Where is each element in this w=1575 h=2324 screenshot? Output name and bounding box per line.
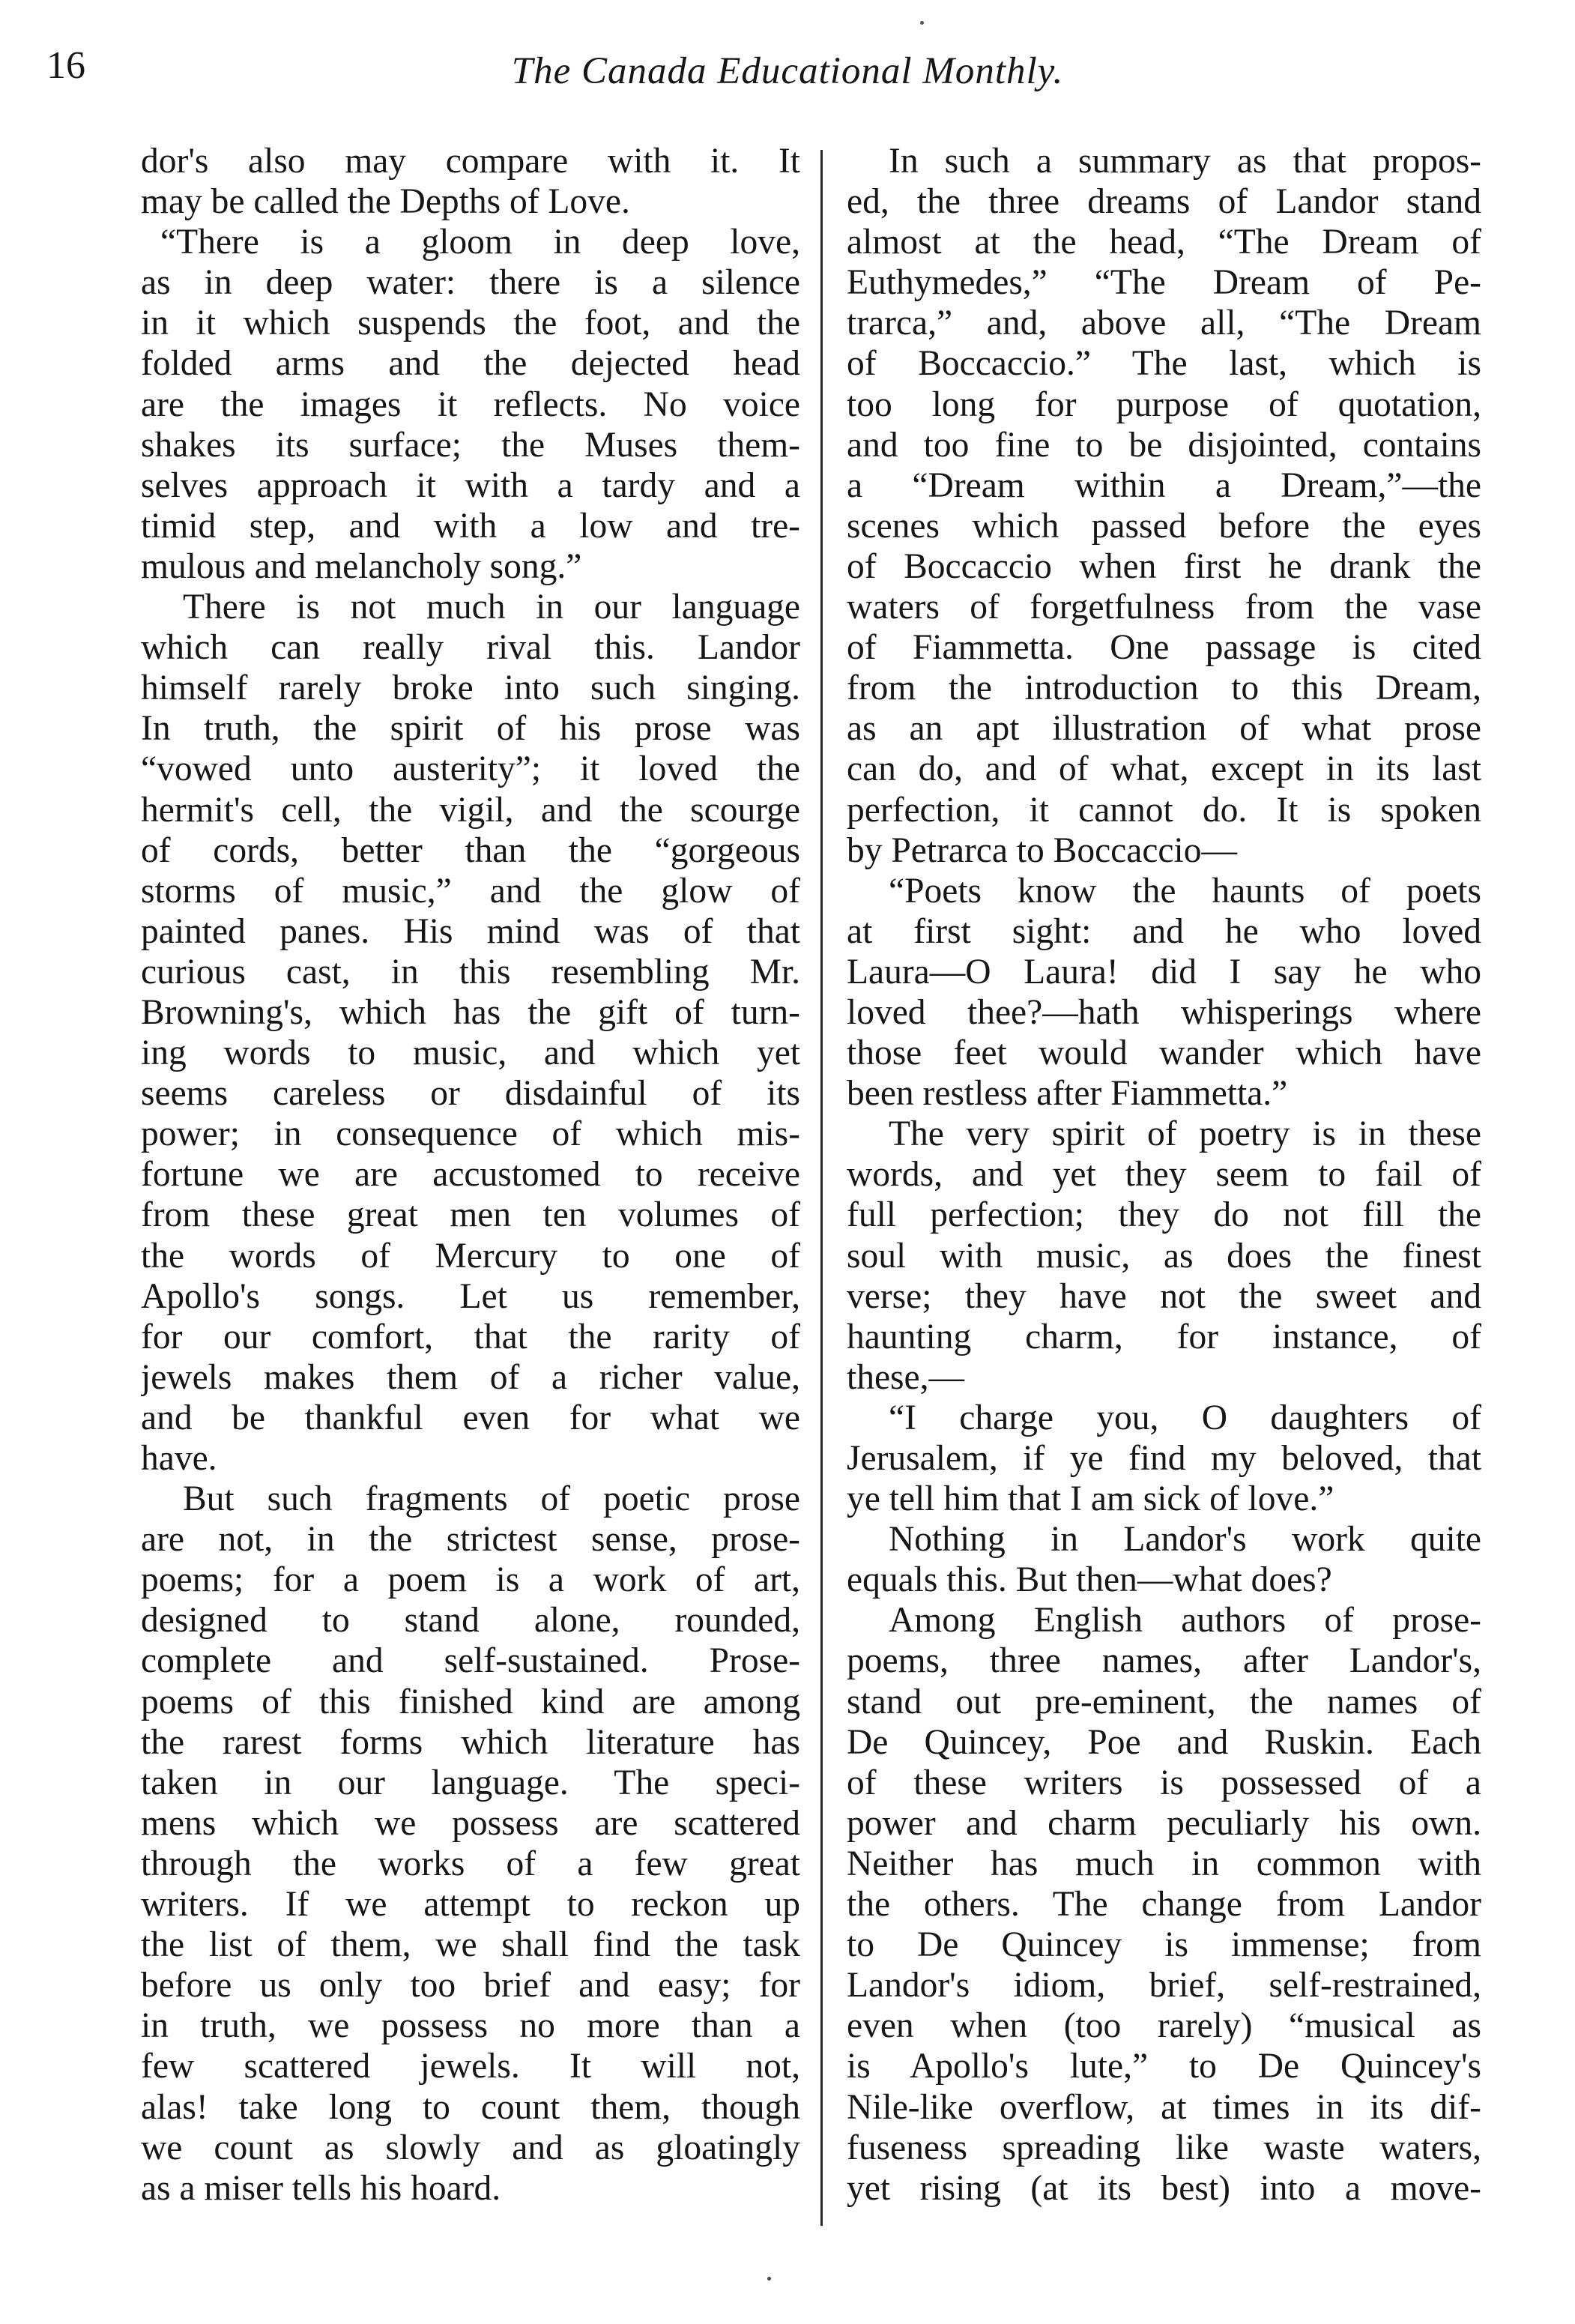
left-column — [141, 141, 800, 2209]
text-line: folded arms and the dejected head — [141, 344, 800, 384]
text-line: designed to stand alone, rounded, — [141, 1601, 800, 1641]
text-line: writers. If we attempt to reckon up — [141, 1885, 800, 1925]
text-line: selves approach it with a tardy and a — [141, 465, 800, 505]
text-line: himself rarely broke into such singing. — [141, 668, 800, 708]
text-line: Jerusalem, if ye find my beloved, that — [847, 1439, 1481, 1478]
text-line: of these writers is possessed of a — [847, 1763, 1481, 1802]
text-line: “There is a gloom in deep love, — [160, 223, 800, 262]
text-line: been restless after Fiammetta.” — [847, 1074, 1288, 1114]
text-line: scenes which passed before the eyes — [847, 506, 1481, 546]
text-line: In truth, the spirit of his prose was — [141, 709, 800, 749]
print-speck — [767, 2277, 771, 2281]
text-line: are not, in the strictest sense, prose- — [141, 1520, 800, 1560]
text-line: can do, and of what, except in its last — [847, 749, 1481, 789]
text-line: painted panes. His mind was of that — [141, 911, 800, 951]
text-line: by Petrarca to Boccaccio— — [847, 830, 1237, 870]
right-column — [847, 141, 1481, 2209]
text-line: Laura—O Laura! did I say he who — [847, 952, 1481, 992]
text-line: at first sight: and he who loved — [847, 911, 1481, 951]
text-line: taken in our language. The speci- — [141, 1763, 800, 1802]
text-line: and too fine to be disjointed, contains — [847, 425, 1481, 465]
text-line: as an apt illustration of what prose — [847, 709, 1481, 749]
page-number: 16 — [46, 44, 85, 87]
text-line: De Quincey, Poe and Ruskin. Each — [847, 1722, 1481, 1762]
text-line: poems, three names, after Landor's, — [847, 1641, 1481, 1681]
print-speck — [920, 21, 924, 25]
text-line: as a miser tells his hoard. — [141, 2168, 501, 2208]
text-line: timid step, and with a low and tre- — [141, 506, 800, 546]
text-line: equals this. But then—what does? — [847, 1560, 1332, 1600]
text-line: hermit's cell, the vigil, and the scourge — [141, 790, 800, 830]
text-line: complete and self-sustained. Prose- — [141, 1641, 800, 1681]
text-line: ye tell him that I am sick of love.” — [847, 1479, 1334, 1519]
text-line: Nile-like overflow, at times in its dif- — [847, 2087, 1481, 2127]
text-line: poems of this finished kind are among — [141, 1682, 800, 1721]
text-line: curious cast, in this resembling Mr. — [141, 952, 800, 992]
text-line: of cords, better than the “gorgeous — [141, 830, 800, 870]
text-line: of Fiammetta. One passage is cited — [847, 628, 1481, 668]
text-line: the words of Mercury to one of — [141, 1236, 800, 1276]
text-line: seems careless or disdainful of its — [141, 1074, 800, 1114]
text-line: almost at the head, “The Dream of — [847, 223, 1481, 262]
text-line: power; in consequence of which mis- — [141, 1114, 800, 1154]
text-line: haunting charm, for instance, of — [847, 1317, 1481, 1356]
text-line: shakes its surface; the Muses them- — [141, 425, 800, 465]
text-line: have. — [141, 1439, 217, 1478]
text-line: In such a summary as that propos- — [889, 142, 1481, 181]
text-line: trarca,” and, above all, “The Dream — [847, 304, 1481, 343]
text-line: yet rising (at its best) into a move- — [847, 2168, 1481, 2208]
text-line: dor's also may compare with it. It — [141, 142, 800, 181]
text-line: verse; they have not the sweet and — [847, 1276, 1481, 1316]
text-line: in it which suspends the foot, and the — [141, 304, 800, 343]
text-line: jewels makes them of a richer value, — [141, 1357, 800, 1397]
text-line: for our comfort, that the rarity of — [141, 1317, 800, 1356]
text-line: fuseness spreading like waste waters, — [847, 2128, 1481, 2167]
text-line: waters of forgetfulness from the vase — [847, 588, 1481, 627]
text-line: storms of music,” and the glow of — [141, 871, 800, 911]
text-line: the rarest forms which literature has — [141, 1722, 800, 1762]
text-line: through the works of a few great — [141, 1844, 800, 1883]
text-line: “vowed unto austerity”; it loved the — [141, 749, 800, 789]
text-line: and be thankful even for what we — [141, 1398, 800, 1437]
text-line: may be called the Depths of Love. — [141, 182, 630, 222]
text-line: Landor's idiom, brief, self-restrained, — [847, 1966, 1481, 2005]
text-line: are the images it reflects. No voice — [141, 384, 800, 424]
text-line: mens which we possess are scattered — [141, 1803, 800, 1843]
text-line: ed, the three dreams of Landor stand — [847, 182, 1481, 222]
text-line: poems; for a poem is a work of art, — [141, 1560, 800, 1600]
text-line: as in deep water: there is a silence — [141, 263, 800, 303]
text-line: from these great men ten volumes of — [141, 1195, 800, 1235]
text-line: stand out pre-eminent, the names of — [847, 1682, 1481, 1721]
text-line: of Boccaccio.” The last, which is — [847, 344, 1481, 384]
text-line: these,— — [847, 1357, 964, 1397]
text-line: mulous and melancholy song.” — [141, 546, 582, 586]
text-line: Among English authors of prose- — [889, 1601, 1481, 1641]
text-line: But such fragments of poetic prose — [183, 1479, 800, 1519]
text-line: full perfection; they do not fill the — [847, 1195, 1481, 1235]
text-line: we count as slowly and as gloatingly — [141, 2128, 800, 2167]
text-line: Nothing in Landor's work quite — [889, 1520, 1481, 1560]
text-line: “Poets know the haunts of poets — [889, 871, 1481, 911]
text-line: The very spirit of poetry is in these — [889, 1114, 1481, 1154]
text-line: Neither has much in common with — [847, 1844, 1481, 1883]
text-line: fortune we are accustomed to receive — [141, 1155, 800, 1195]
text-line: a “Dream within a Dream,”—the — [847, 465, 1481, 505]
running-title: The Canada Educational Monthly. — [511, 50, 1064, 92]
text-line: alas! take long to count them, though — [141, 2087, 800, 2127]
text-line: which can really rival this. Landor — [141, 628, 800, 668]
text-line: perfection, it cannot do. It is spoken — [847, 790, 1481, 830]
text-line: from the introduction to this Dream, — [847, 668, 1481, 708]
text-line: is Apollo's lute,” to De Quincey's — [847, 2047, 1481, 2086]
text-line: to De Quincey is immense; from — [847, 1925, 1481, 1965]
text-line: Euthymedes,” “The Dream of Pe- — [847, 263, 1481, 303]
text-line: soul with music, as does the finest — [847, 1236, 1481, 1276]
text-line: those feet would wander which have — [847, 1033, 1481, 1073]
text-line: the others. The change from Landor — [847, 1885, 1481, 1925]
text-line: too long for purpose of quotation, — [847, 384, 1481, 424]
text-line: “I charge you, O daughters of — [889, 1398, 1481, 1437]
text-line: power and charm peculiarly his own. — [847, 1803, 1481, 1843]
text-line: loved thee?—hath whisperings where — [847, 992, 1481, 1032]
text-line: There is not much in our language — [183, 588, 800, 627]
text-line: before us only too brief and easy; for — [141, 1966, 800, 2005]
column-divider — [820, 150, 823, 2226]
text-line: Browning's, which has the gift of turn- — [141, 992, 800, 1032]
text-line: few scattered jewels. It will not, — [141, 2047, 800, 2086]
text-line: ing words to music, and which yet — [141, 1033, 800, 1073]
text-line: words, and yet they seem to fail of — [847, 1155, 1481, 1195]
text-line: Apollo's songs. Let us remember, — [141, 1276, 800, 1316]
text-line: of Boccaccio when first he drank the — [847, 546, 1481, 586]
text-line: the list of them, we shall find the task — [141, 1925, 800, 1965]
text-line: even when (too rarely) “musical as — [847, 2006, 1481, 2046]
text-line: in truth, we possess no more than a — [141, 2006, 800, 2046]
